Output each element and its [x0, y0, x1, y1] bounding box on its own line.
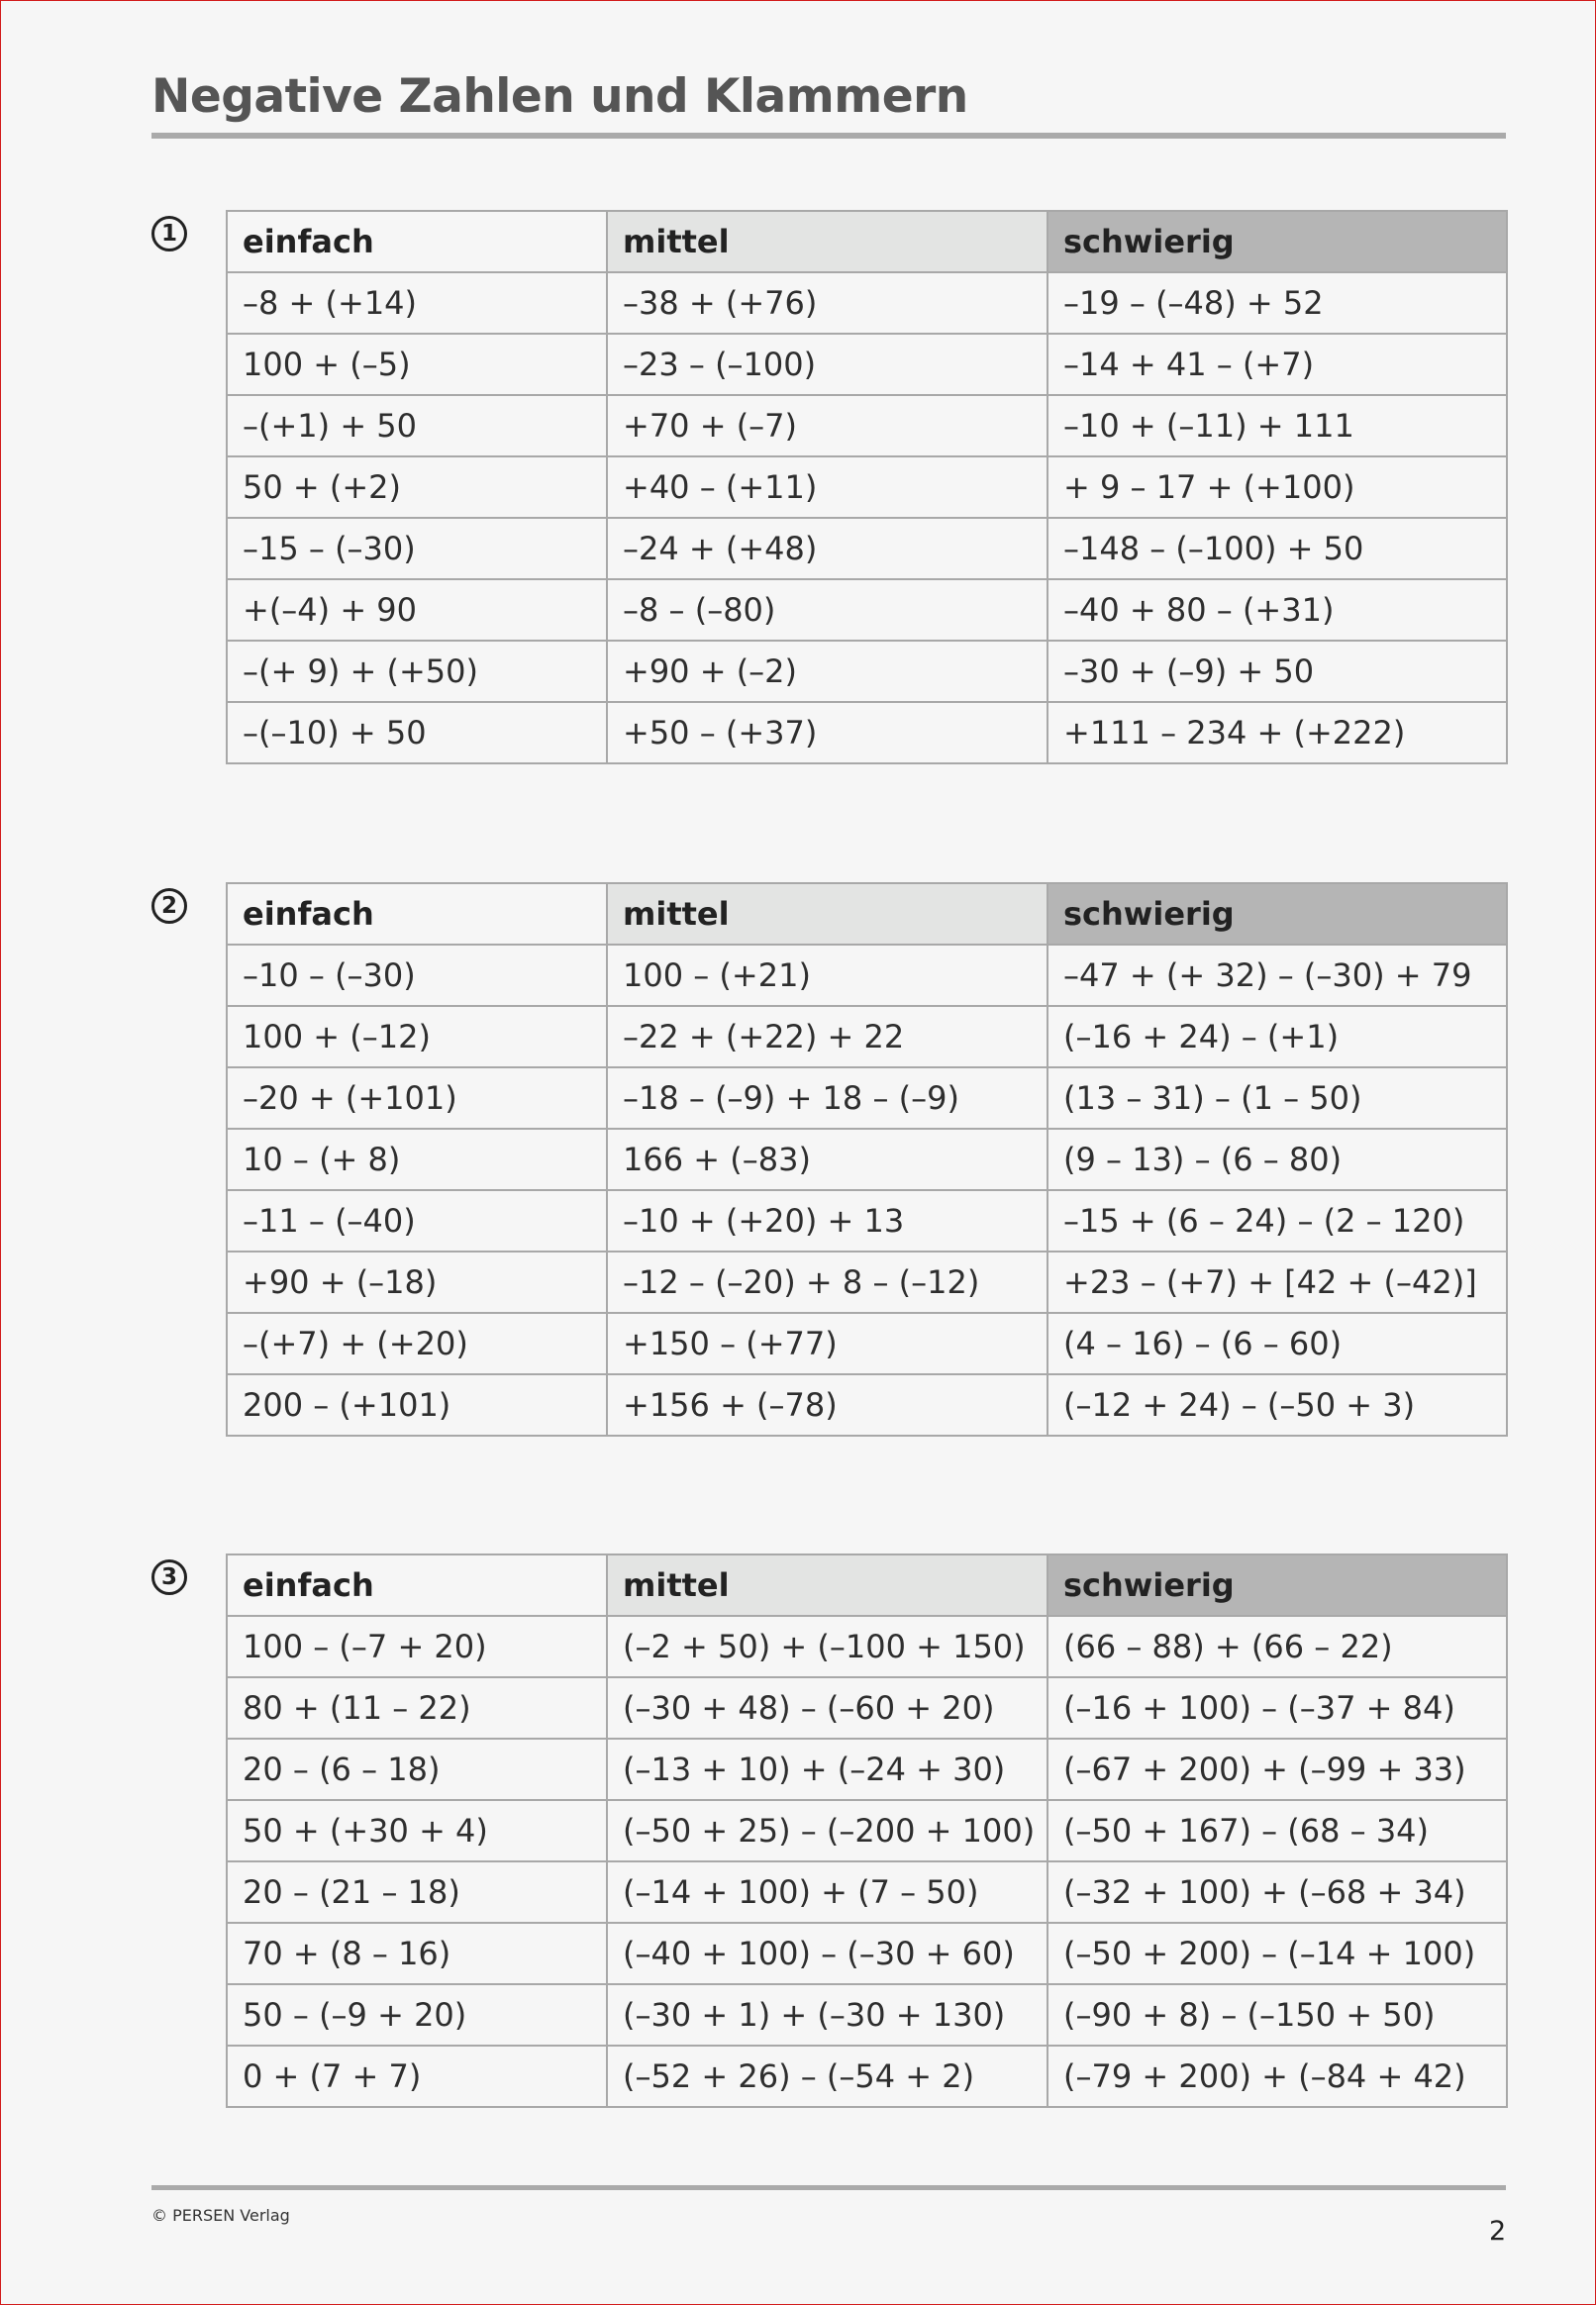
table-row — [227, 1923, 1507, 1984]
task-cell: 20 – (21 – 18) — [227, 1861, 607, 1923]
task-cell: +150 – (+77) — [607, 1313, 1047, 1374]
task-cell: 80 + (11 – 22) — [227, 1677, 607, 1739]
task-cell: (13 – 31) – (1 – 50) — [1047, 1067, 1507, 1129]
table-header-row — [227, 211, 1507, 272]
table-row — [227, 1067, 1507, 1129]
task-cell: 50 + (+2) — [227, 456, 607, 518]
task-cell: +50 – (+37) — [607, 702, 1047, 763]
task-cell: 200 – (+101) — [227, 1374, 607, 1436]
task-cell: 70 + (8 – 16) — [227, 1923, 607, 1984]
table-row — [227, 272, 1507, 334]
table-row — [227, 1190, 1507, 1252]
exercise-table — [226, 1553, 1508, 2108]
task-cell: (–50 + 200) – (–14 + 100) — [1047, 1923, 1507, 1984]
task-cell: 50 + (+30 + 4) — [227, 1800, 607, 1861]
task-cell: –47 + (+ 32) – (–30) + 79 — [1047, 945, 1507, 1006]
table-row — [227, 395, 1507, 456]
exercise-number-badge: 2 — [151, 888, 187, 924]
table-row — [227, 1677, 1507, 1739]
column-header: mittel — [607, 883, 1047, 945]
task-cell: 100 – (+21) — [607, 945, 1047, 1006]
task-cell: 20 – (6 – 18) — [227, 1739, 607, 1800]
column-header: einfach — [227, 883, 607, 945]
title-divider — [151, 133, 1506, 139]
table-row — [227, 945, 1507, 1006]
column-header: schwierig — [1047, 1554, 1507, 1616]
task-cell: +90 + (–2) — [607, 641, 1047, 702]
exercise-number-badge: 1 — [151, 216, 187, 251]
table-header-row — [227, 883, 1507, 945]
task-cell: (9 – 13) – (6 – 80) — [1047, 1129, 1507, 1190]
task-cell: –(+1) + 50 — [227, 395, 607, 456]
task-cell: –(+ 9) + (+50) — [227, 641, 607, 702]
task-cell: –(+7) + (+20) — [227, 1313, 607, 1374]
task-cell: 166 + (–83) — [607, 1129, 1047, 1190]
table-row — [227, 1129, 1507, 1190]
task-cell: (–16 + 24) – (+1) — [1047, 1006, 1507, 1067]
task-cell: 100 – (–7 + 20) — [227, 1616, 607, 1677]
table-row — [227, 1616, 1507, 1677]
table-row — [227, 334, 1507, 395]
task-cell: –14 + 41 – (+7) — [1047, 334, 1507, 395]
task-cell: –20 + (+101) — [227, 1067, 607, 1129]
task-cell: +90 + (–18) — [227, 1252, 607, 1313]
task-cell: –40 + 80 – (+31) — [1047, 579, 1507, 641]
task-cell: (–14 + 100) + (7 – 50) — [607, 1861, 1047, 1923]
table-row — [227, 1739, 1507, 1800]
task-cell: (–13 + 10) + (–24 + 30) — [607, 1739, 1047, 1800]
table-row — [227, 579, 1507, 641]
exercise-table — [226, 882, 1508, 1437]
table-header-row — [227, 1554, 1507, 1616]
task-cell: (–16 + 100) – (–37 + 84) — [1047, 1677, 1507, 1739]
table-row — [227, 1252, 1507, 1313]
task-cell: (–12 + 24) – (–50 + 3) — [1047, 1374, 1507, 1436]
table-row — [227, 518, 1507, 579]
task-cell: +23 – (+7) + [42 + (–42)] — [1047, 1252, 1507, 1313]
task-cell: –10 + (–11) + 111 — [1047, 395, 1507, 456]
exercise-table — [226, 210, 1508, 764]
column-header: schwierig — [1047, 211, 1507, 272]
column-header: einfach — [227, 1554, 607, 1616]
task-cell: 100 + (–5) — [227, 334, 607, 395]
task-cell: –15 + (6 – 24) – (2 – 120) — [1047, 1190, 1507, 1252]
task-cell: –11 – (–40) — [227, 1190, 607, 1252]
task-cell: –30 + (–9) + 50 — [1047, 641, 1507, 702]
table-row — [227, 1861, 1507, 1923]
task-cell: –38 + (+76) — [607, 272, 1047, 334]
task-cell: –12 – (–20) + 8 – (–12) — [607, 1252, 1047, 1313]
table-row — [227, 1374, 1507, 1436]
task-cell: –148 – (–100) + 50 — [1047, 518, 1507, 579]
task-cell: –8 – (–80) — [607, 579, 1047, 641]
task-cell: 100 + (–12) — [227, 1006, 607, 1067]
exercise-number-badge: 3 — [151, 1559, 187, 1595]
copyright-notice: © PERSEN Verlag — [151, 2206, 290, 2225]
task-cell: 0 + (7 + 7) — [227, 2046, 607, 2107]
column-header: einfach — [227, 211, 607, 272]
task-cell: –15 – (–30) — [227, 518, 607, 579]
task-cell: +(–4) + 90 — [227, 579, 607, 641]
table-row — [227, 456, 1507, 518]
table-row — [227, 702, 1507, 763]
task-cell: (–30 + 1) + (–30 + 130) — [607, 1984, 1047, 2046]
table-row — [227, 1006, 1507, 1067]
task-cell: (66 – 88) + (66 – 22) — [1047, 1616, 1507, 1677]
task-cell: –(–10) + 50 — [227, 702, 607, 763]
task-cell: (–90 + 8) – (–150 + 50) — [1047, 1984, 1507, 2046]
task-cell: +111 – 234 + (+222) — [1047, 702, 1507, 763]
task-cell: –19 – (–48) + 52 — [1047, 272, 1507, 334]
task-cell: –18 – (–9) + 18 – (–9) — [607, 1067, 1047, 1129]
column-header: schwierig — [1047, 883, 1507, 945]
task-cell: –24 + (+48) — [607, 518, 1047, 579]
task-cell: (–2 + 50) + (–100 + 150) — [607, 1616, 1047, 1677]
footer-divider — [151, 2185, 1506, 2190]
column-header: mittel — [607, 211, 1047, 272]
task-cell: 10 – (+ 8) — [227, 1129, 607, 1190]
task-cell: (–50 + 167) – (68 – 34) — [1047, 1800, 1507, 1861]
table-row — [227, 2046, 1507, 2107]
task-cell: –22 + (+22) + 22 — [607, 1006, 1047, 1067]
task-cell: +70 + (–7) — [607, 395, 1047, 456]
task-cell: –10 – (–30) — [227, 945, 607, 1006]
task-cell: –8 + (+14) — [227, 272, 607, 334]
task-cell: +156 + (–78) — [607, 1374, 1047, 1436]
task-cell: (–32 + 100) + (–68 + 34) — [1047, 1861, 1507, 1923]
task-cell: (–79 + 200) + (–84 + 42) — [1047, 2046, 1507, 2107]
table-row — [227, 1313, 1507, 1374]
page-number: 2 — [1489, 2216, 1507, 2247]
task-cell: (–52 + 26) – (–54 + 2) — [607, 2046, 1047, 2107]
task-cell: (–40 + 100) – (–30 + 60) — [607, 1923, 1047, 1984]
task-cell: (–50 + 25) – (–200 + 100) — [607, 1800, 1047, 1861]
table-row — [227, 1984, 1507, 2046]
task-cell: +40 – (+11) — [607, 456, 1047, 518]
page-title: Negative Zahlen und Klammern — [151, 69, 968, 124]
task-cell: (–30 + 48) – (–60 + 20) — [607, 1677, 1047, 1739]
task-cell: (–67 + 200) + (–99 + 33) — [1047, 1739, 1507, 1800]
task-cell: + 9 – 17 + (+100) — [1047, 456, 1507, 518]
table-row — [227, 1800, 1507, 1861]
task-cell: –10 + (+20) + 13 — [607, 1190, 1047, 1252]
table-row — [227, 641, 1507, 702]
column-header: mittel — [607, 1554, 1047, 1616]
task-cell: –23 – (–100) — [607, 334, 1047, 395]
task-cell: (4 – 16) – (6 – 60) — [1047, 1313, 1507, 1374]
task-cell: 50 – (–9 + 20) — [227, 1984, 607, 2046]
